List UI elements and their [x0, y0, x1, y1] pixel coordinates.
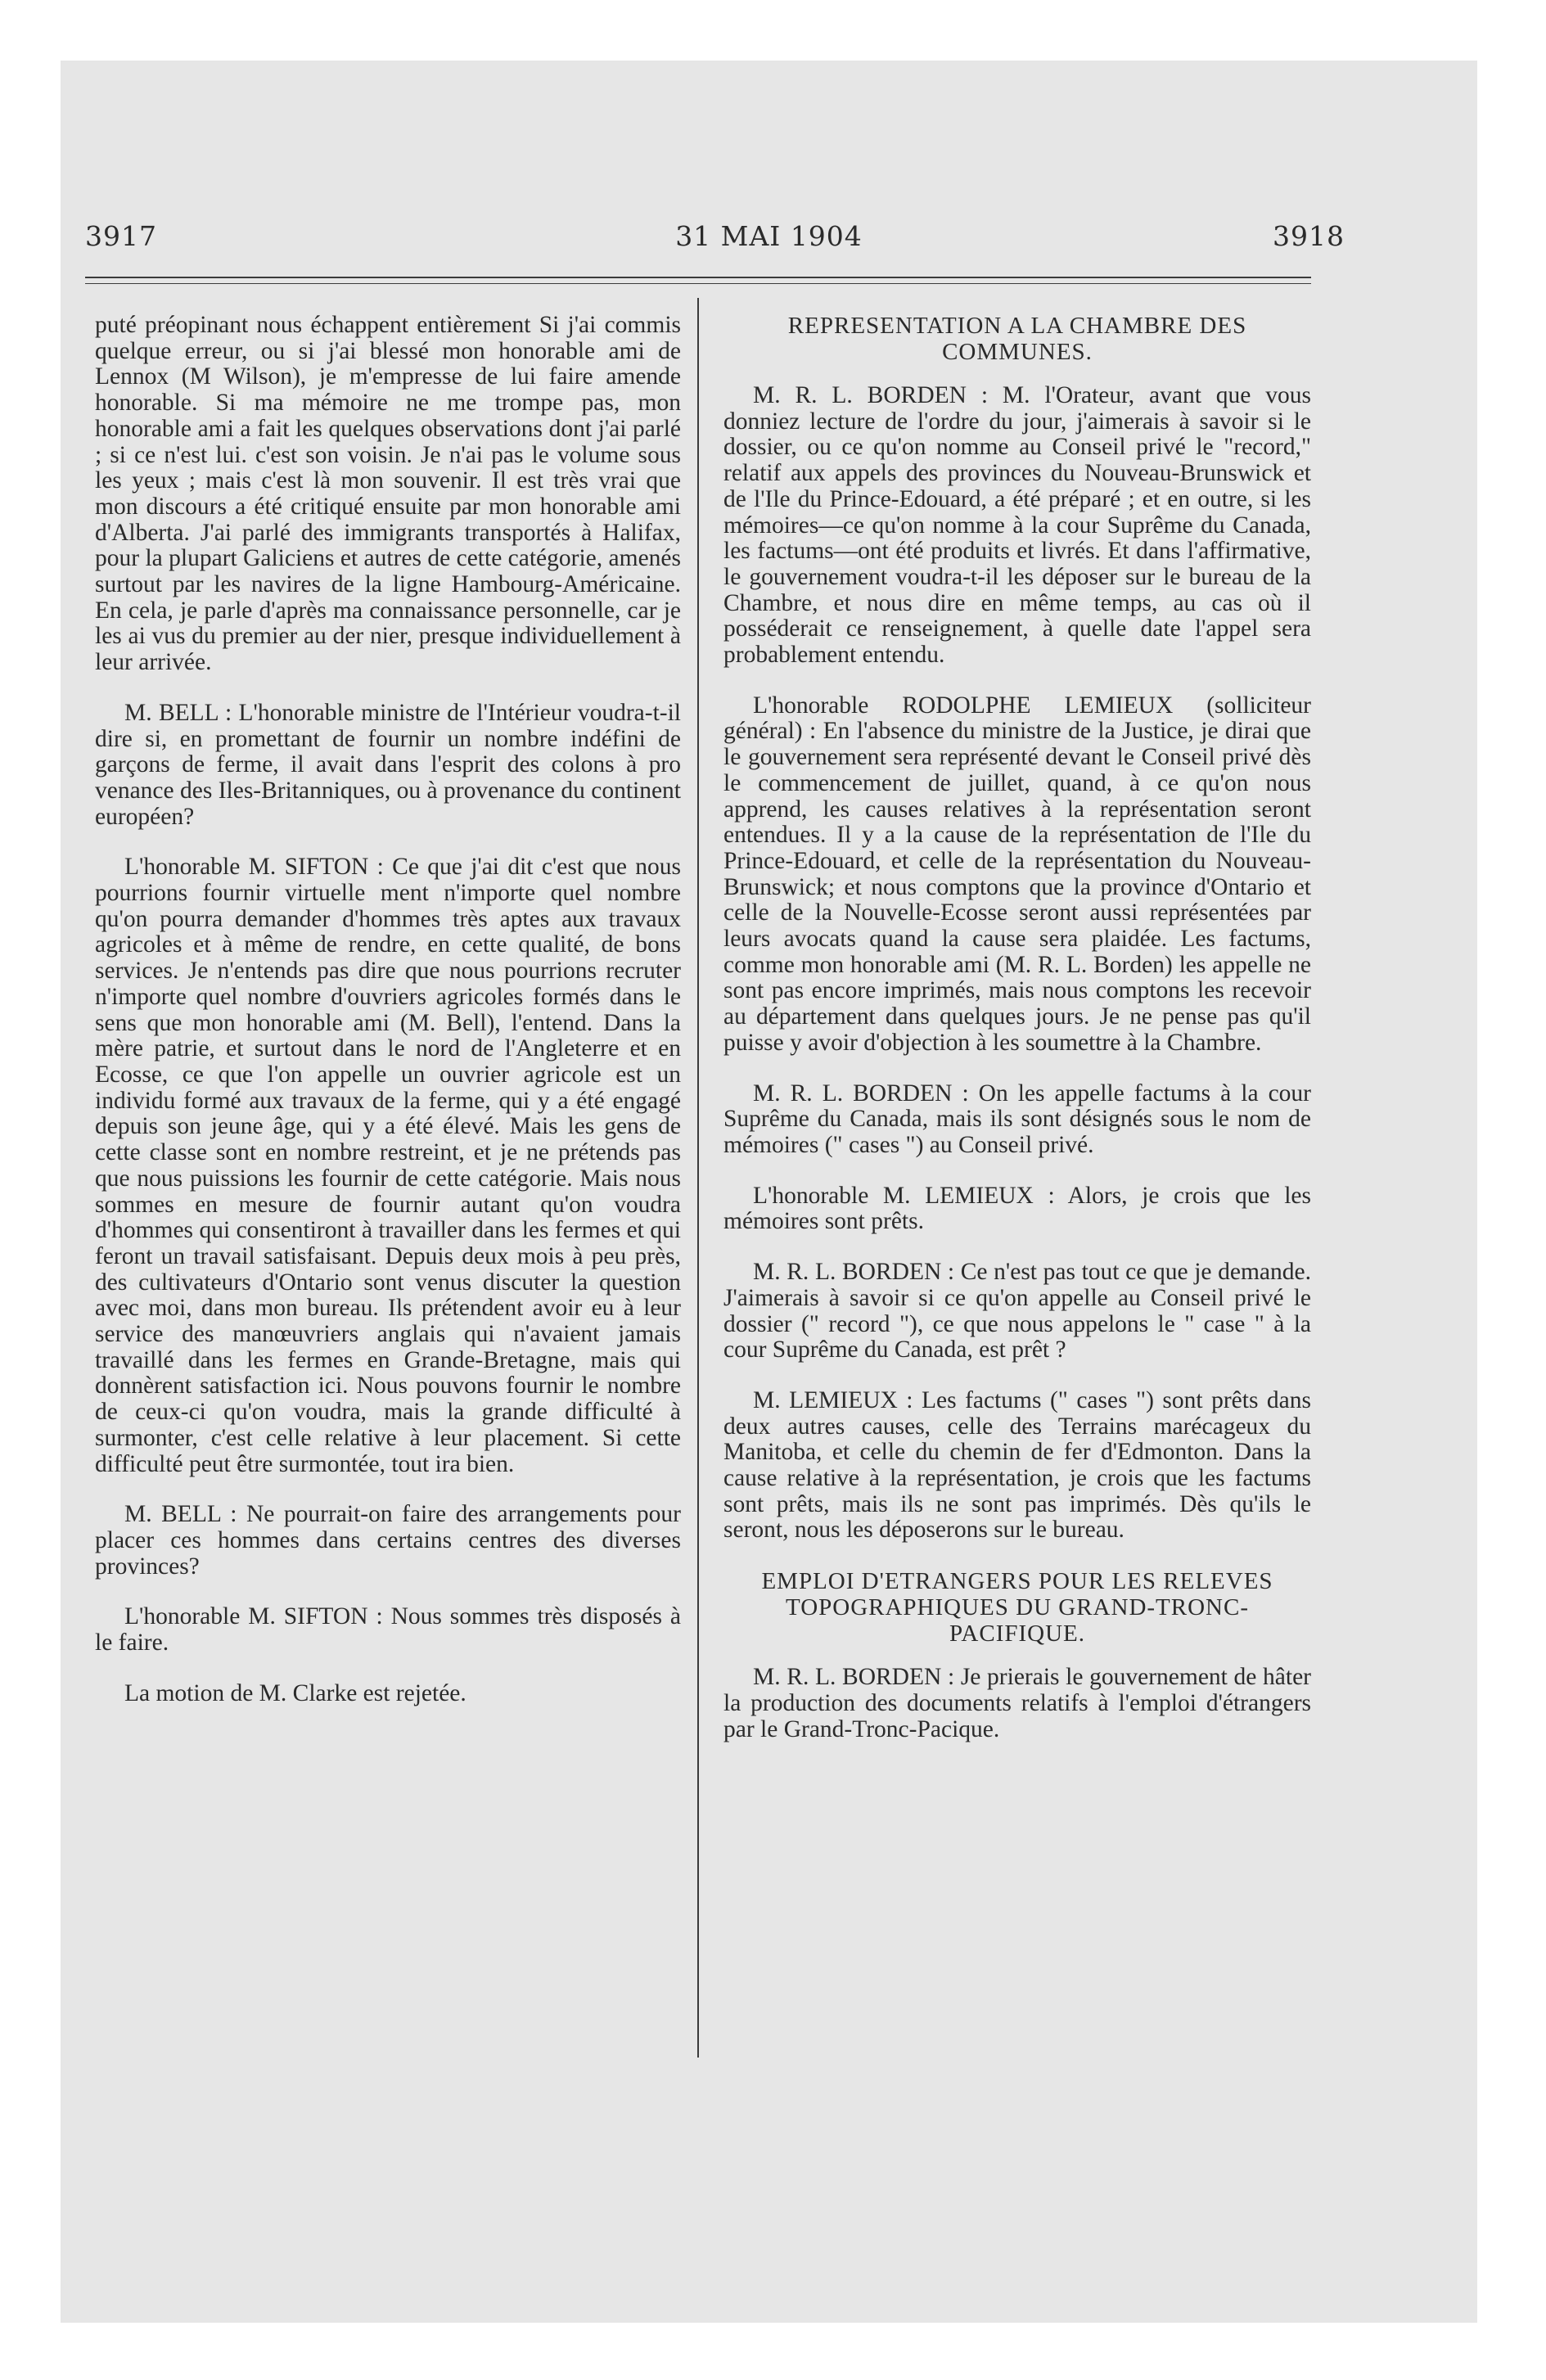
right-column — [723, 313, 1311, 1767]
paragraph: M. R. L. BORDEN : M. l'Orateur, avant que vous donniez lecture de l'ordre du jour, j'aimerais à savoir si le dossier, ou ce qu'on nomme au Conseil privé le "record," relatif aux appels des provinces du Nouveau-Brunswick et de l'Ile du Prince-Edouard, a été préparé ; et en outre, si les mémoires—ce qu'on nomme à la cour Suprême du Canada, les factums—ont été produits et livrés. Et dans l'affirmative, le gouvernement voudra-t-il les déposer sur le bureau de la Chambre, et nous dire en même temps, au cas où il posséderait ce renseignement, à quelle date l'appel sera probablement entendu. — [723, 382, 1311, 669]
paragraph: M. BELL : L'honorable ministre de l'Intérieur voudra-t-il dire si, en promettant de fournir un nombre indéfini de garçons de ferme, il avait dans l'esprit des colons à pro venance des Iles-Britanniques, ou à provenance du continent européen? — [95, 699, 681, 830]
paragraph: L'honorable RODOLPHE LEMIEUX (solliciteur général) : En l'absence du ministre de la Justice, je dirai que le gouvernement sera représenté devant le Conseil privé dès le commencement de juillet, quand, à ce qu'on nous apprend, les causes relatives à la représentation seront entendues. Il y a la cause de la représentation de l'Ile du Prince-Edouard, et celle de la représentation du Nouveau-Brunswick; et nous comptons que la province d'Ontario et celle de la Nouvelle-Ecosse seront aussi représentées par leurs avocats quand la cause sera plaidée. Les factums, comme mon honorable ami (M. R. L. Borden) les appelle ne sont pas encore imprimés, mais nous comptons les recevoir au département dans quelques jours. Je ne pense pas qu'il puisse y avoir d'objection à les soumettre à la Chambre. — [723, 692, 1311, 1056]
column-divider — [697, 298, 699, 2058]
header-date: 31 MAI 1904 — [675, 220, 863, 252]
page-header — [61, 220, 1477, 269]
header-rule-bottom — [85, 283, 1311, 284]
paragraph: M. LEMIEUX : Les factums (" cases ") sont prêts dans deux autres causes, celle des Terrains marécageux du Manitoba, et celle du chemin de fer d'Edmonton. Dans la cause relative à la représentation, je crois que les factums sont prêts, mais ils ne sont pas imprimés. Dès qu'ils le seront, nous les déposerons sur le bureau. — [723, 1386, 1311, 1544]
paragraph: M. R. L. BORDEN : Ce n'est pas tout ce que je demande. J'aimerais à savoir si ce qu'on appelle au Conseil privé le dossier (" record "), ce que nous appelons le " case " à la cour Suprême du Canada, est prêt ? — [723, 1259, 1311, 1364]
section-heading: EMPLOI D'ETRANGERS POUR LES RELEVES TOPOGRAPHIQUES DU GRAND-TRONC-PACIFIQUE. — [761, 1568, 1273, 1648]
left-page-number: 3917 — [85, 220, 157, 252]
paragraph: puté préopinant nous échappent entièrement Si j'ai commis quelque erreur, ou si j'ai blessé mon honorable ami de Lennox (M Wilson), je m'empresse de lui faire amende honorable. Si ma mémoire ne me trompe pas, mon honorable ami a fait les quelques observations dont j'ai parlé ; si ce n'est lui. c'est son voisin. Je n'ai pas le volume sous les yeux ; mais c'est là mon souvenir. Il est très vrai que mon discours a été critiqué ensuite par mon honorable ami d'Alberta. J'ai parlé des immigrants transportés à Halifax, pour la plupart Galiciens et autres de cette catégorie, amenés surtout par les navires de la ligne Hambourg-Américaine. En cela, je parle d'après ma connaissance personnelle, car je les ai vus du premier au der nier, presque individuellement à leur arrivée. — [95, 312, 681, 676]
paragraph: M. R. L. BORDEN : Je prierais le gouvernement de hâter la production des documents relatifs à l'emploi d'étrangers par le Grand-Tronc-Pacique. — [723, 1664, 1311, 1742]
left-column — [95, 313, 681, 1731]
paragraph: M. BELL : Ne pourrait-on faire des arrangements pour placer ces hommes dans certains centres des diverses provinces? — [95, 1501, 681, 1580]
section-heading: REPRESENTATION A LA CHAMBRE DES COMMUNES. — [787, 313, 1247, 365]
paragraph: M. R. L. BORDEN : On les appelle factums à la cour Suprême du Canada, mais ils sont désignés sous le nom de mémoires (" cases ") au Conseil privé. — [723, 1080, 1311, 1158]
page-scan — [61, 61, 1477, 2323]
right-page-number: 3918 — [1273, 220, 1345, 252]
paragraph: L'honorable M. LEMIEUX : Alors, je crois que les mémoires sont prêts. — [723, 1182, 1311, 1235]
paragraph: La motion de M. Clarke est rejetée. — [124, 1679, 467, 1706]
paragraph: L'honorable M. SIFTON : Nous sommes très disposés à le faire. — [95, 1603, 681, 1657]
header-rule-top — [85, 277, 1311, 278]
paragraph: L'honorable M. SIFTON : Ce que j'ai dit c'est que nous pourrions fournir virtuelle ment n'importe quel nombre qu'on pourra demander d'hommes très aptes aux travaux agricoles et à même de rendre, en cette qualité, de bons services. Je n'entends pas dire que nous pourrions recruter n'importe quel nombre d'ouvriers agricoles formés dans le sens que mon honorable ami (M. Bell), l'entend. Dans la mère patrie, et surtout dans le nord de l'Angleterre et en Ecosse, ce que l'on appelle un ouvrier agricole est un individu formé aux travaux de la ferme, qui y a été engagé depuis son jeune âge, qui y a été élevé. Mais les gens de cette classe sont en nombre restreint, et je ne prétends pas que nous puissions les fournir de cette catégorie. Mais nous sommes en mesure de fournir autant qu'on voudra d'hommes qui consentiront à travailler dans les fermes et qui feront un travail satisfaisant. Depuis deux mois à peu près, des cultivateurs d'Ontario sont venus discuter la question avec moi, dans mon bureau. Ils prétendent avoir eu à leur service des manœuvriers anglais qui n'avaient jamais travaillé dans les fermes en Grande-Bretagne, mais qui donnèrent satisfaction ici. Nous pouvons fournir le nombre de ceux-ci qu'on voudra, mais la grande difficulté à surmonter, c'est celle relative à leur placement. Si cette difficulté peut être surmontée, tout ira bien. — [95, 854, 681, 1477]
